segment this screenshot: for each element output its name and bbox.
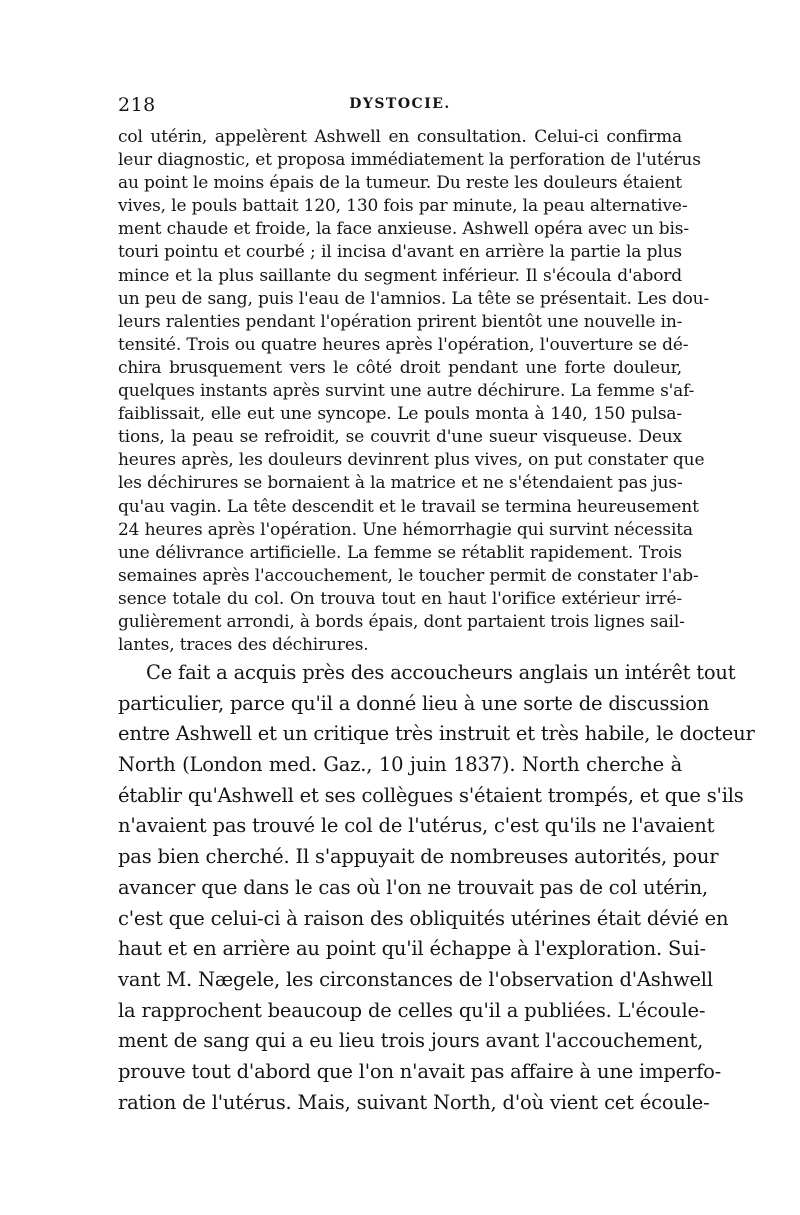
text-line: leurs ralenties pendant l'opération prirent bientôt une nouvelle in-: [118, 311, 683, 332]
text-line: au point le moins épais de la tumeur. Du reste les douleurs étaient: [118, 173, 682, 194]
text-line: qu'au vagin. La tête descendit et le travail se termina heureusement: [118, 496, 699, 517]
running-title: DYSTOCIE.: [349, 96, 451, 112]
running-head: [118, 94, 682, 120]
text-line: une délivrance artificielle. La femme se rétablit rapidement. Trois: [118, 542, 682, 563]
text-line: ment de sang qui a eu lieu trois jours avant l'accouchement,: [118, 1029, 704, 1053]
text-line: semaines après l'accouchement, le toucher permit de constater l'ab-: [118, 565, 699, 586]
text-line: n'avaient pas trouvé le col de l'utérus, c'est qu'ils ne l'avaient: [118, 814, 715, 838]
text-line: prouve tout d'abord que l'on n'avait pas affaire à une imperfo-: [118, 1059, 722, 1083]
text-line: 24 heures après l'opération. Une hémorrhagie qui survint nécessita: [118, 519, 693, 540]
text-line: avancer que dans le cas où l'on ne trouvait pas de col utérin,: [118, 875, 708, 899]
page-number: 218: [118, 94, 156, 116]
case-report-paragraph: [118, 126, 710, 657]
text-line: ment chaude et froide, la face anxieuse. Ashwell opéra avec un bis-: [118, 219, 689, 240]
text-line: touri pointu et courbé ; il incisa d'avant en arrière la partie la plus: [118, 242, 682, 263]
text-line: entre Ashwell et un critique très instruit et très habile, le docteur: [118, 722, 755, 746]
text-line: les déchirures se bornaient à la matrice et ne s'étendaient pas jus-: [118, 473, 683, 494]
text-line: pas bien cherché. Il s'appuyait de nombreuses autorités, pour: [118, 845, 719, 869]
text-line: quelques instants après survint une autre déchirure. La femme s'af-: [118, 381, 695, 402]
text-line: c'est que celui-ci à raison des obliquités utérines était dévié en: [118, 906, 729, 930]
text-line: Ce fait a acquis près des accoucheurs anglais un intérêt tout: [146, 661, 736, 684]
text-line: vant M. Nægele, les circonstances de l'observation d'Ashwell: [118, 967, 713, 991]
text-line: col utérin, appelèrent Ashwell en consultation. Celui-ci confirma: [118, 127, 682, 147]
text-line: la rapprochent beaucoup de celles qu'il a publiées. L'écoule-: [118, 998, 706, 1022]
text-line: faiblissait, elle eut une syncope. Le pouls monta à 140, 150 pulsa-: [118, 404, 682, 425]
text-line: un peu de sang, puis l'eau de l'amnios. La tête se présentait. Les dou-: [118, 288, 710, 309]
text-line: sence totale du col. On trouva tout en haut l'orifice extérieur irré-: [118, 588, 682, 609]
text-line: particulier, parce qu'il a donné lieu à une sorte de discussion: [118, 691, 710, 715]
text-line: North (London med. Gaz., 10 juin 1837). North cherche à: [118, 753, 682, 777]
text-line: heures après, les douleurs devinrent plus vives, on put constater que: [118, 450, 705, 471]
discussion-paragraph: [118, 658, 755, 1118]
text-line: haut et en arrière au point qu'il échappe à l'exploration. Sui-: [118, 937, 706, 961]
text-line: leur diagnostic, et proposa immédiatement la perforation de l'utérus: [118, 150, 701, 171]
text-line: tensité. Trois ou quatre heures après l'opération, l'ouverture se dé-: [118, 334, 689, 355]
text-line: tions, la peau se refroidit, se couvrit d'une sueur visqueuse. Deux: [118, 427, 682, 448]
text-line: gulièrement arrondi, à bords épais, dont partaient trois lignes sail-: [118, 611, 685, 632]
text-line: lantes, traces des déchirures.: [118, 635, 369, 656]
text-line: vives, le pouls battait 120, 130 fois par minute, la peau alternative-: [118, 196, 688, 217]
text-line: établir qu'Ashwell et ses collègues s'étaient trompés, et que s'ils: [118, 783, 744, 807]
text-line: chira brusquement vers le côté droit pendant une forte douleur,: [118, 357, 682, 378]
text-line: ration de l'utérus. Mais, suivant North, d'où vient cet écoule-: [118, 1090, 710, 1114]
text-line: mince et la plus saillante du segment inférieur. Il s'écoula d'abord: [118, 265, 682, 286]
